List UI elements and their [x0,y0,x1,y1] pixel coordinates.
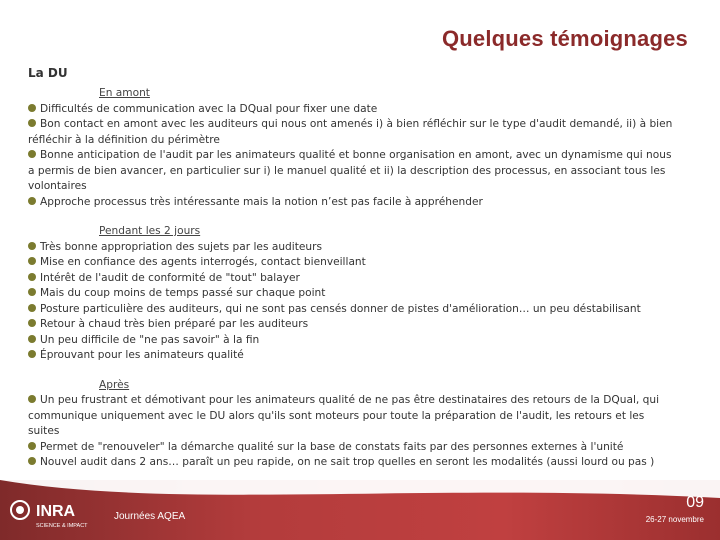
bullet-icon [28,242,36,250]
logo-mark-icon [6,490,101,532]
list-amont [28,102,678,211]
list-item: Bonne anticipation de l'audit par les animateurs qualité et bonne organisation en amont, avec un dynamisme qui nous a permis de bien avancer, en particulier sur i) le manuel qualité et ii) la description des processus, en associant tous les volontaires [28,149,672,192]
section-label: La DU [28,66,68,80]
list-item: Approche processus très intéressante mais la notion n’est pas facile à appréhender [28,195,678,211]
list-item: Mais du coup moins de temps passé sur chaque point [28,286,678,302]
list-item: Nouvel audit dans 2 ans… paraît un peu rapide, on ne sait trop quelles en seront les modalités (aussi lourd ou pas ) [28,455,678,471]
footer-date: 26-27 novembre [645,515,704,524]
list-item: Permet de "renouveler" la démarche qualité sur la base de constats faits par des personnes externes à l'unité [28,440,678,456]
list-item: Mise en confiance des agents interrogés, contact bienveillant [28,255,678,271]
bullet-icon [28,273,36,281]
bullet-icon [28,104,36,112]
subheading-apres: Après [99,378,130,391]
list-apres [28,393,678,471]
bullet-icon [28,395,36,403]
list-item: Difficultés de communication avec la DQual pour fixer une date [28,102,678,118]
bullet-icon [28,319,36,327]
footer-event: Journées AQEA [114,511,186,522]
inra-logo [6,490,101,532]
list-pendant [28,240,678,364]
list-item: Posture particulière des auditeurs, qui ne sont pas censés donner de pistes d'amélioration… un peu déstabilisant [28,302,678,318]
svg-text:INRA: INRA [36,503,76,520]
bullet-icon [28,288,36,296]
bullet-icon [28,350,36,358]
bullet-icon [28,304,36,312]
list-item: Éprouvant pour les animateurs qualité [28,348,678,364]
footer-band [0,480,720,540]
slide-title: Quelques témoignages [441,26,688,51]
list-item: Un peu frustrant et démotivant pour les animateurs qualité de ne pas être destinataires des retours de la DQual, qui communique uniquement avec le DU alors qu'ils sont moteurs pour toute la préparation de l'audit, les retours et les suites [28,394,660,437]
subheading-pendant: Pendant les 2 jours [99,225,201,237]
page-number: 09 [686,494,704,511]
bullet-icon [28,457,36,465]
list-item: Intérêt de l'audit de conformité de "tout" balayer [28,271,678,287]
list-item: Un peu difficile de "ne pas savoir" à la fin [28,333,678,349]
list-item: Très bonne appropriation des sujets par les auditeurs [28,240,678,256]
bullet-icon [28,119,36,127]
subheading-amont: En amont [99,87,150,99]
svg-text:SCIENCE & IMPACT: SCIENCE & IMPACT [36,523,88,529]
bullet-icon [28,257,36,265]
bullet-icon [28,150,36,158]
footer-wave [0,480,720,540]
bullet-icon [28,442,36,450]
list-item: Bon contact en amont avec les auditeurs qui nous ont amenés i) à bien réfléchir sur le type d'audit demandé, ii) à bien réfléchir à la définition du périmètre [28,118,673,146]
list-item: Retour à chaud très bien préparé par les auditeurs [28,317,678,333]
bullet-icon [28,335,36,343]
slide-content [28,86,678,471]
bullet-icon [28,197,36,205]
